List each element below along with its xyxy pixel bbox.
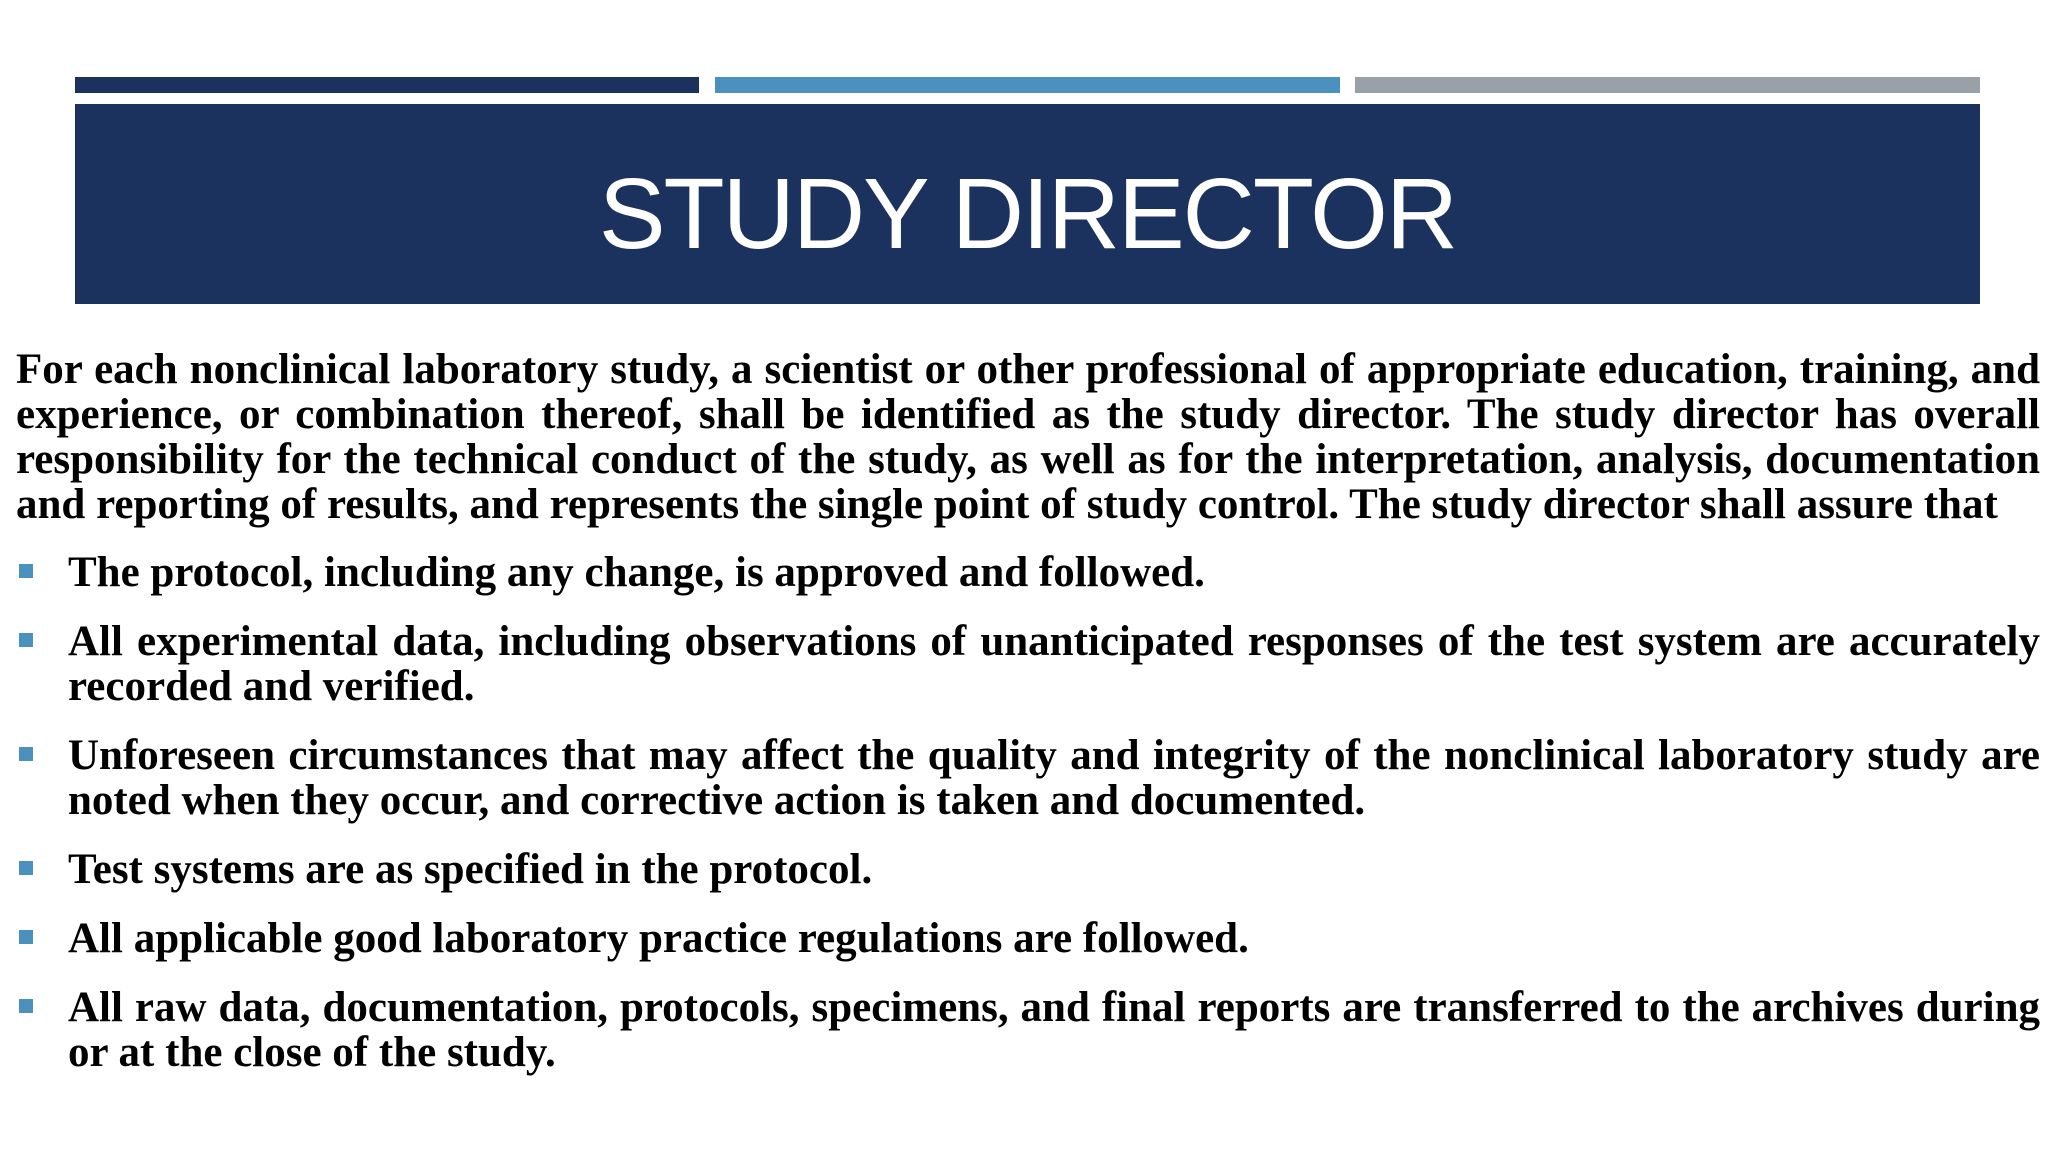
square-bullet-icon bbox=[19, 747, 33, 761]
slide-body bbox=[16, 347, 2040, 1099]
square-bullet-icon bbox=[19, 633, 33, 647]
bullet-text: All raw data, documentation, protocols, specimens, and final reports are transferred to the archives during or at the close of the study. bbox=[68, 984, 2040, 1076]
bullet-item bbox=[16, 847, 2040, 892]
bullet-item bbox=[16, 550, 2040, 595]
square-bullet-icon bbox=[19, 999, 33, 1013]
bullet-text: Test systems are as specified in the protocol. bbox=[68, 846, 873, 893]
intro-paragraph: For each nonclinical laboratory study, a scientist or other professional of appropriate education, training, and experience, or combination thereof, shall be identified as the study director. The study director has overall responsibility for the technical conduct of the study, as well as for the interpretation, analysis, documentation and reporting of results, and represents the single point of study control. The study director shall assure that bbox=[16, 346, 2040, 528]
bullet-item bbox=[16, 916, 2040, 961]
accent-bar-gray bbox=[1355, 77, 1980, 93]
title-banner bbox=[75, 104, 1980, 304]
bullet-item bbox=[16, 619, 2040, 709]
bullet-text: Unforeseen circumstances that may affect the quality and integrity of the nonclinical laboratory study are noted when they occur, and corrective action is taken and documented. bbox=[68, 732, 2040, 824]
square-bullet-icon bbox=[19, 861, 33, 875]
square-bullet-icon bbox=[19, 930, 33, 944]
bullet-text: The protocol, including any change, is approved and followed. bbox=[68, 549, 1205, 596]
bullet-text: All applicable good laboratory practice regulations are followed. bbox=[68, 915, 1249, 962]
bullet-list bbox=[16, 550, 2040, 1075]
slide-title: STUDY DIRECTOR bbox=[598, 158, 1457, 270]
bullet-item bbox=[16, 985, 2040, 1075]
accent-bar-light-blue bbox=[715, 77, 1340, 93]
square-bullet-icon bbox=[19, 564, 33, 578]
bullet-item bbox=[16, 733, 2040, 823]
accent-bar-dark-blue bbox=[75, 77, 699, 93]
bullet-text: All experimental data, including observations of unanticipated responses of the test system are accurately recorded and verified. bbox=[68, 618, 2040, 710]
